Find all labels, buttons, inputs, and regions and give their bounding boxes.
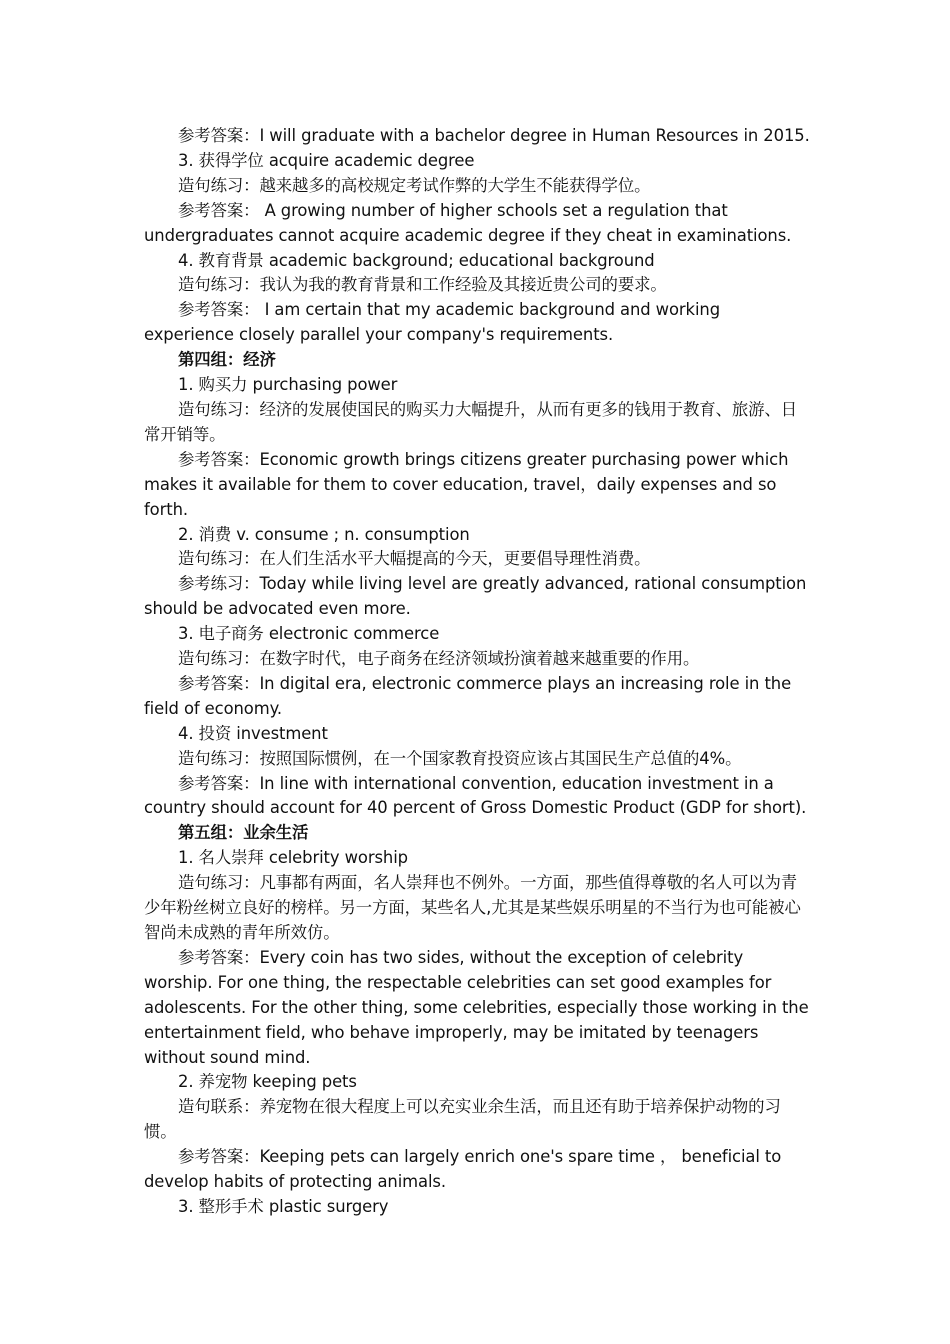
section-heading: 第五组：业余生活 — [178, 823, 309, 843]
practice-line: 造句练习：我认为我的教育背景和工作经验及其接近贵公司的要求。 — [178, 275, 667, 295]
term-line: 2. 养宠物 keeping pets — [178, 1072, 357, 1092]
answer-paragraph: 参考答案：In line with international convention, education investment in a country should account for 40 percent of Gross Domestic Product (GDP for short). — [144, 773, 807, 818]
answer-paragraph: 参考答案：Economic growth brings citizens greater purchasing power which makes it available for them to cover education, travel，daily expenses and so forth. — [144, 449, 789, 519]
answer-paragraph: 参考答案：Every coin has two sides, without the exception of celebrity worship. For one thing, the respectable celebrities can set good examples for adolescents. For the other thing, some celebrities, especially those working in the entertainment field, who behave improperly, may be imitated by teenagers without sound mind. — [144, 947, 809, 1067]
practice-line: 造句练习：凡事都有两面，名人崇拜也不例外。一方面，那些值得尊敬的名人可以为青少年粉丝树立良好的榜样。另一方面，某些名人,尤其是某些娱乐明星的不当行为也可能被心智尚未成熟的青年所效仿。 — [144, 873, 801, 942]
answer-paragraph: 参考答案： I am certain that my academic background and working experience closely parallel your company's requirements. — [144, 300, 720, 345]
answer-paragraph: 参考答案：Keeping pets can largely enrich one's spare time ， beneficial to develop habits of protecting animals. — [144, 1147, 782, 1192]
term-line: 3. 电子商务 electronic commerce — [178, 624, 440, 644]
answer-paragraph: 参考答案：In digital era, electronic commerce plays an increasing role in the field of economy. — [144, 673, 792, 718]
term-line: 2. 消费 v. consume ; n. consumption — [178, 524, 470, 544]
section-heading: 第四组：经济 — [178, 350, 276, 370]
practice-line: 造句联系：养宠物在很大程度上可以充实业余生活，而且还有助于培养保护动物的习惯。 — [144, 1097, 781, 1142]
term-line: 1. 名人崇拜 celebrity worship — [178, 848, 408, 868]
answer-paragraph: 参考练习：Today while living level are greatly advanced, rational consumption should be advocated even more. — [144, 574, 807, 619]
practice-line: 造句练习：经济的发展使国民的购买力大幅提升，从而有更多的钱用于教育、旅游、日常开销等。 — [144, 399, 798, 444]
answer-paragraph: 参考答案： A growing number of higher schools set a regulation that undergraduates cannot acquire academic degree if they cheat in examinations. — [144, 200, 792, 245]
term-line: 3. 整形手术 plastic surgery — [178, 1196, 389, 1216]
term-line: 3. 获得学位 acquire academic degree — [178, 150, 475, 170]
practice-line: 造句练习：在数字时代，电子商务在经济领域扮演着越来越重要的作用。 — [178, 649, 700, 669]
term-line: 4. 投资 investment — [178, 723, 328, 743]
answer-paragraph: 参考答案：I will graduate with a bachelor degree in Human Resources in 2015. — [178, 126, 810, 145]
document-body — [144, 124, 810, 1220]
practice-line: 造句练习：按照国际惯例，在一个国家教育投资应该占其国民生产总值的4%。 — [178, 748, 742, 768]
term-line: 1. 购买力 purchasing power — [178, 375, 398, 395]
term-line: 4. 教育背景 academic background; educational background — [178, 250, 655, 270]
practice-line: 造句练习：在人们生活水平大幅提高的今天，更要倡导理性消费。 — [178, 549, 651, 569]
practice-line: 造句练习：越来越多的高校规定考试作弊的大学生不能获得学位。 — [178, 175, 651, 195]
